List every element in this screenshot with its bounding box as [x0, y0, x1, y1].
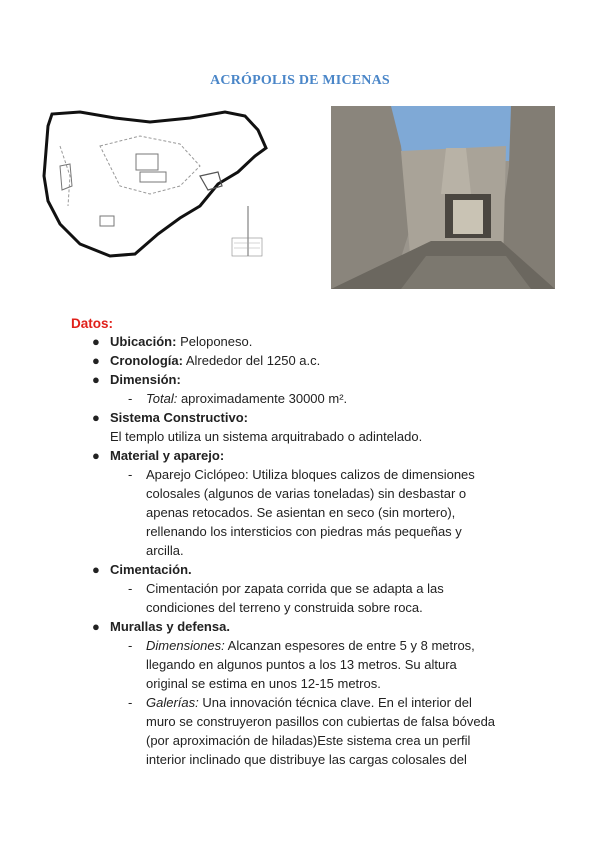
section-heading: Datos: [71, 316, 114, 331]
bullet-icon: ● [92, 448, 100, 463]
page-title: ACRÓPOLIS DE MICENAS [210, 73, 390, 88]
bullet-icon: ● [92, 372, 100, 387]
dash-icon: - [128, 638, 133, 653]
lion-gate-photo [331, 106, 555, 289]
item-text: El templo utiliza un sistema arquitrabado o adintelado. [110, 429, 423, 444]
bullet-icon: ● [92, 410, 100, 425]
bullet-icon: ● [92, 562, 100, 577]
dash-icon: - [128, 695, 133, 710]
bullet-icon: ● [92, 353, 100, 368]
acropolis-site-plan [40, 106, 280, 266]
bullet-icon: ● [92, 334, 100, 349]
dash-icon: - [128, 581, 133, 596]
bullet-icon: ● [92, 619, 100, 634]
dash-icon: - [128, 391, 133, 406]
dash-icon: - [128, 467, 133, 482]
